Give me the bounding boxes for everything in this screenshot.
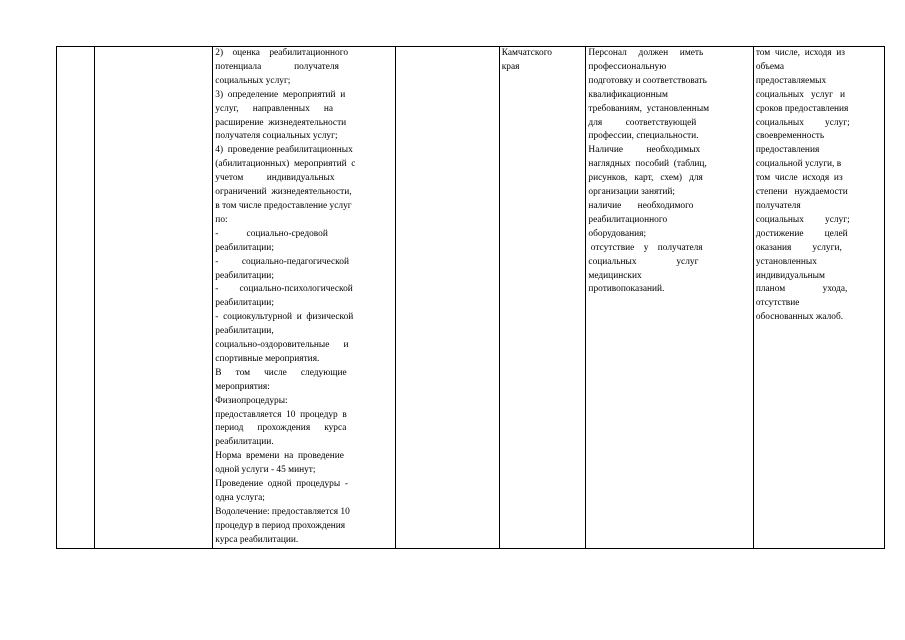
text-line: реабилитации. <box>215 437 274 448</box>
text-line: спортивные мероприятия. <box>215 353 320 364</box>
text-line: В том числе следующие <box>215 367 347 378</box>
services-table <box>56 46 885 549</box>
text-line: достижение целей <box>755 228 848 239</box>
cell-quality-indicators <box>753 47 884 549</box>
text-line: организации занятий; <box>588 187 676 198</box>
text-line: Персонал должен иметь <box>588 48 704 58</box>
text-line: том числе исходя из <box>755 173 843 184</box>
text-line: реабилитации; <box>215 242 274 253</box>
text-line: курса реабилитации. <box>215 534 299 545</box>
text-line: объема <box>755 61 785 72</box>
text-line: медицинских <box>588 270 642 281</box>
text-line: в том числе предоставление услуг <box>215 200 352 211</box>
text-line: предоставляемых <box>755 75 827 86</box>
text-line: социальных услуг <box>588 256 699 267</box>
text-line: реабилитации, <box>215 326 274 337</box>
text-line: оборудования; <box>588 228 647 239</box>
text-line: противопоказаний. <box>588 284 665 295</box>
text-line: индивидуальным <box>755 270 825 281</box>
text-line: Водолечение: предоставляется 10 <box>215 506 350 517</box>
cell-service-name <box>95 47 213 549</box>
text-line: предоставления <box>755 145 820 156</box>
cell-number <box>57 47 95 549</box>
text-line: Проведение одной процедуры - <box>215 479 348 490</box>
cell-service-description <box>213 47 396 549</box>
region-lines <box>502 47 584 75</box>
text-line: отсутствие у получателя <box>588 242 703 253</box>
text-line: получателя <box>755 200 801 211</box>
text-line: сроков предоставления <box>755 103 849 114</box>
text-line: - социально-психологической <box>215 284 353 295</box>
text-line: рисунков, карт, схем) для <box>588 173 703 184</box>
text-line: учетом индивидуальных <box>215 173 335 184</box>
text-line: расширение жизнедеятельности <box>215 117 347 128</box>
text-line: социальных услуг; <box>215 75 291 86</box>
text-line: своевременность <box>755 131 825 142</box>
text-line: ограничений жизнедеятельности, <box>215 187 352 198</box>
text-line: потенциала получателя <box>215 61 339 72</box>
text-line: услуг, направленных на <box>215 103 334 114</box>
text-line: социальных услуг; <box>755 117 850 128</box>
text-line: Камчатского <box>501 48 552 58</box>
text-line: Физиопроцедуры: <box>215 395 288 406</box>
text-line: социальной услуги, в <box>755 159 842 170</box>
text-line: для соответствующей <box>588 117 697 128</box>
text-line: мероприятия: <box>215 381 270 392</box>
text-line: предоставляется 10 процедур в <box>215 409 347 420</box>
text-line: отсутствие <box>755 298 800 309</box>
cell-empty <box>395 47 499 549</box>
text-line: по: <box>215 214 228 225</box>
text-line: одна услуга; <box>215 493 265 503</box>
text-line: обоснованных жалоб. <box>755 312 844 323</box>
text-line: период прохождения курса <box>215 423 347 434</box>
text-line: требованиям, установленным <box>588 103 710 114</box>
text-line: получателя социальных услуг; <box>215 131 338 142</box>
text-line: квалификационным <box>588 89 668 100</box>
text-line: 2) оценка реабилитационного <box>215 48 349 58</box>
text-line: - социокультурной и физической <box>215 312 354 323</box>
text-line: социальных услуг и <box>755 89 846 100</box>
text-line: наличие необходимого <box>588 200 694 211</box>
cell-region <box>499 47 586 549</box>
text-line: профессиональную <box>588 61 667 72</box>
text-line: подготовку и соответствовать <box>588 75 707 86</box>
text-line: реабилитационного <box>588 214 668 225</box>
quality-lines <box>756 47 882 325</box>
text-line: процедур в период прохождения <box>215 520 346 531</box>
text-line: планом ухода, <box>755 284 848 295</box>
text-line: установленных <box>755 256 817 267</box>
text-line: социально-оздоровительные и <box>215 340 349 351</box>
text-line: Наличие необходимых <box>588 145 701 156</box>
text-line: том числе, исходя из <box>755 48 845 58</box>
text-line: 4) проведение реабилитационных <box>215 145 353 156</box>
text-line: реабилитации; <box>215 270 274 281</box>
cell-conditions <box>586 47 753 549</box>
text-line: (абилитационных) мероприятий с <box>215 159 356 170</box>
text-line: наглядных пособий (таблиц, <box>588 159 707 170</box>
text-line: оказания услуги, <box>755 242 842 253</box>
text-line: профессии, специальности. <box>588 131 699 142</box>
text-line: края <box>501 61 520 72</box>
conditions-lines <box>588 47 750 297</box>
service-description-lines <box>215 47 393 548</box>
text-line: одной услуги - 45 минут; <box>215 465 316 476</box>
text-line: социальных услуг; <box>755 214 850 225</box>
text-line: - социально-средовой <box>215 228 328 239</box>
text-line: реабилитации; <box>215 298 274 309</box>
table-row <box>57 47 885 549</box>
text-line: Норма времени на проведение <box>215 451 344 462</box>
text-line: - социально-педагогической <box>215 256 349 267</box>
text-line: 3) определение мероприятий и <box>215 89 346 100</box>
text-line: степени нуждаемости <box>755 187 848 198</box>
